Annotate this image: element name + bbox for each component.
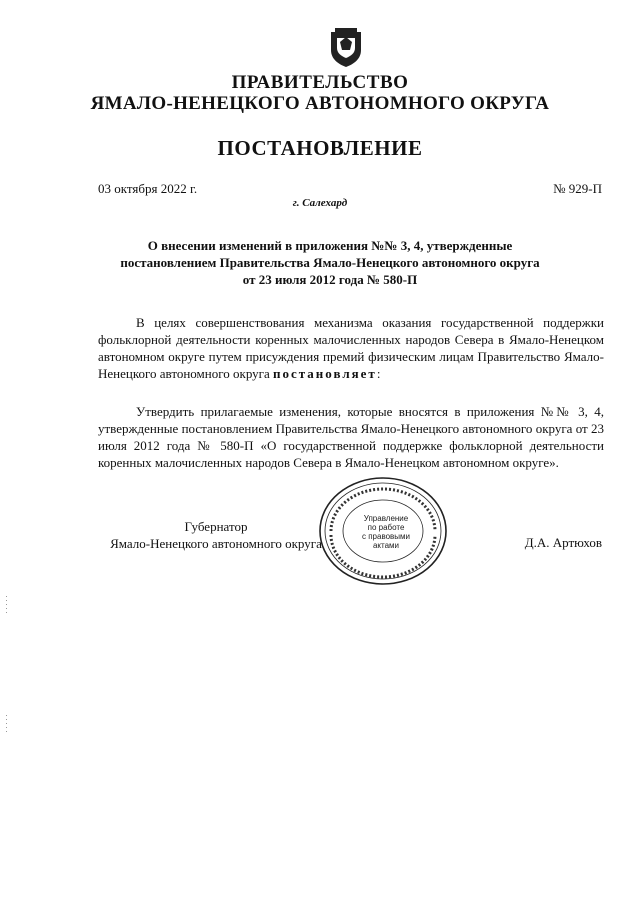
stamp-inner-text <box>355 514 417 550</box>
body-paragraph-2: Утвердить прилагаемые изменения, которые вносятся в приложения №№ 3, 4, утвержденные постановлением Правительства Ямало-Ненецкого автономного округа от 23 июля 2012 года № 580-П «О государственной поддержке фольклорной деятельности коренных малочисленных народов Севера в Ямало-Ненецком автономном округе». <box>98 404 604 470</box>
stamp-line: актами <box>372 541 400 550</box>
signatory-title-line: Ямало-Ненецкого автономного округа <box>110 536 322 551</box>
body-paragraph-1 <box>98 314 604 382</box>
org-name-line2: ЯМАЛО-НЕНЕЦКОГО АВТОНОМНОГО ОКРУГА <box>90 93 550 114</box>
paragraph-end: : <box>376 366 381 381</box>
signatory-name: Д.А. Артюхов <box>524 535 602 550</box>
subject-line: от 23 июля 2012 года № 580-П <box>242 272 418 287</box>
margin-marks <box>6 715 8 735</box>
resolution-keyword: постановляет <box>273 366 377 381</box>
stamp-line: по работе <box>367 523 405 532</box>
document-place: г. Салехард <box>292 197 348 209</box>
org-name-line1: ПРАВИТЕЛЬСТВО <box>231 72 409 93</box>
stamp-line: Управление <box>363 514 409 523</box>
subject-line: О внесении изменений в приложения №№ 3, 4, утвержденные <box>147 238 513 253</box>
signatory-title <box>98 518 334 552</box>
stamp-line: с правовыми <box>361 532 411 541</box>
paragraph-text: В целях совершенствования механизма оказания государственной поддержки фольклорной деятельности коренных малочисленных народов Севера в Ямало-Ненецком автономном округе путем присуждения премий физическим лицам Правительство Ямало-Ненецкого автономного округа <box>98 315 604 381</box>
margin-marks <box>6 596 8 616</box>
document-date: 03 октября 2022 г. <box>98 181 198 196</box>
document-number: № 929-П <box>553 181 602 196</box>
document-type: ПОСТАНОВЛЕНИЕ <box>217 136 423 160</box>
subject-line: постановлением Правительства Ямало-Ненецкого автономного округа <box>120 255 540 270</box>
coat-of-arms-icon <box>327 28 365 68</box>
document-subject <box>100 237 560 288</box>
signatory-title-line: Губернатор <box>184 519 248 534</box>
